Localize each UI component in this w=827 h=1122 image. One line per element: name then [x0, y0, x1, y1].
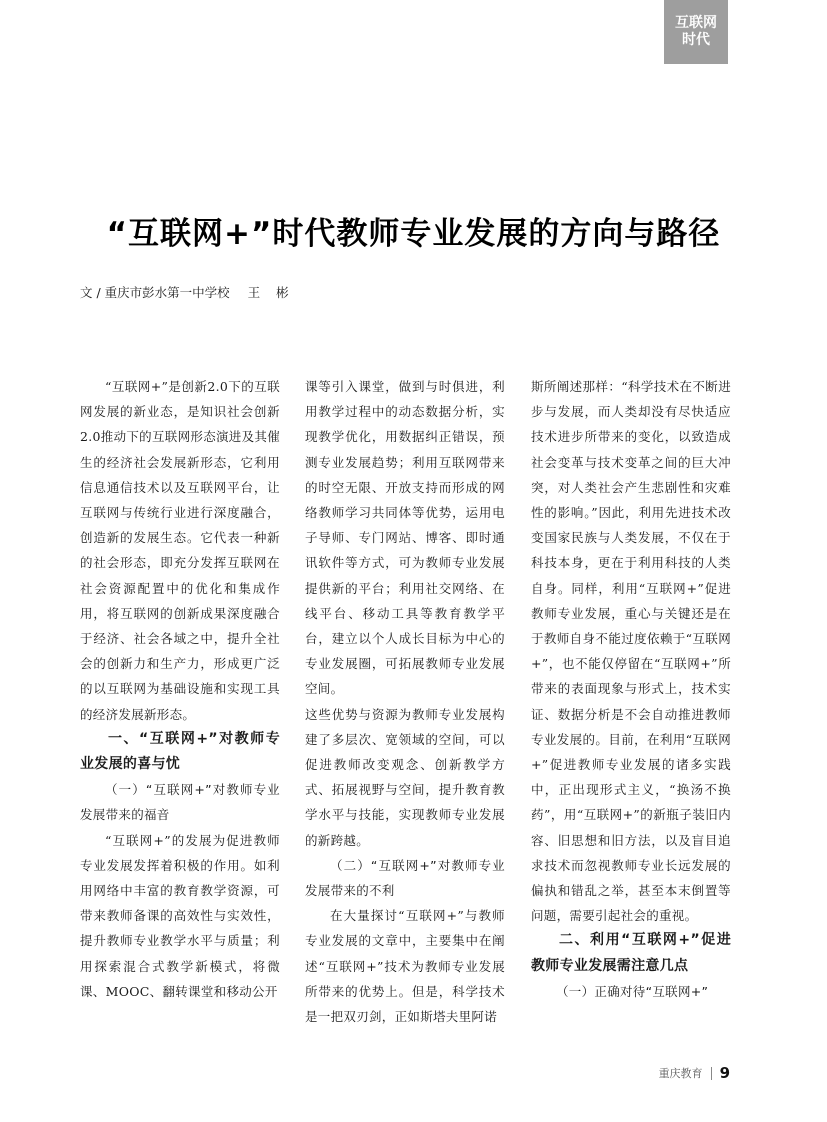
paragraph: 这些优势与资源为教师专业发展构建了多层次、宽领域的空间，可以促进教师改变观念、创新教学方式、拓展视野与空间，提升教育教学水平与技能，实现教师专业发展的新跨越。 — [305, 706, 505, 848]
paragraph: “互联网+”的发展为促进教师专业发展发挥着积极的作用。如利用网络中丰富的教育教学资源，可带来教师备课的高效性与实效性，提升教师专业教学水平与质量；利用探索混合式教学新模式，将微课、MOOC、翻转课堂和移动公开 — [80, 832, 280, 999]
page-footer — [659, 1064, 730, 1082]
section-heading: 二、利用“互联网+”促进教师专业发展需注意几点 — [531, 932, 731, 974]
byline-affiliation: 文 / 重庆市彭水第一中学校 — [80, 285, 230, 300]
journal-name: 重庆教育 — [658, 1067, 703, 1080]
paragraph: 在大量探讨“互联网+”与教师专业发展的文章中，主要集中在阐述“互联网+”技术为教师专业发展所带来的优势上。但是，科学技术是一把双刃剑，正如斯塔夫里阿诺 — [305, 908, 505, 1025]
section-tab — [664, 0, 728, 64]
paragraph: 斯所阐述那样：“科学技术在不断进步与发展，而人类却没有尽快适应技术进步所带来的变化，以致造成社会变革与技术变革之间的巨大冲突，对人类社会产生悲剧性和灾难性的影响。”因此，利用先进技术改变国家民族与人类发展，不仅在于科技本身，更在于利用科技的人类自身。同样，利用“互联网+”促进教师专业发展，重心与关键还是在于教师自身不能过度依赖于“互联网+”，也不能仅停留在“互联网+”所带来的表面现象与形式上，技术实证、数据分析是不会自动推进教师专业发展的。目前，在利用“互联网+”促进教师专业发展的诸多实践中，正出现形式主义，“换汤不换药”，用“互联网+”的新瓶子装旧内容、旧思想和旧方法，以及盲目追求技术而忽视教师专业长远发展的偏执和错乱之举，甚至本末倒置等问题，需要引起社会的重视。 — [531, 379, 731, 924]
section-tab-line1: 互联网 — [675, 15, 717, 31]
paragraph: 课等引入课堂，做到与时俱进，利用教学过程中的动态数据分析，实现教学优化，用数据纠正错误，预测专业发展趋势；利用互联网带来的时空无限、开放支持而形成的网络教师学习共同体等优势，运用电子导师、专门网站、博客、即时通讯软件等方式，可为教师专业发展提供新的平台；利用社交网络、在线平台、移动工具等教育教学平台，建立以个人成长目标为中心的专业发展圈，可拓展教师专业发展空间。 — [305, 379, 505, 697]
text-column-2 — [305, 374, 505, 1029]
subsection-heading: （一）“互联网+”对教师专业发展带来的福音 — [80, 782, 280, 823]
text-column-3 — [531, 374, 731, 1004]
subsection-heading: （一）正确对待“互联网+” — [556, 983, 709, 999]
text-column-1 — [80, 374, 280, 1004]
paragraph: “互联网+”是创新2.0下的互联网发展的新业态，是知识社会创新2.0推动下的互联网形态演进及其催生的经济社会发展新形态，它利用信息通信技术以及互联网平台，让互联网与传统行业进行深度融合，创造新的发展生态。它代表一种新的社会形态，即充分发挥互联网在社会资源配置中的优化和集成作用，将互联网的创新成果深度融合于经济、社会各域之中，提升全社会的创新力和生产力，形成更广泛的以互联网为基础设施和实现工具的经济发展新形态。 — [80, 379, 280, 722]
section-tab-line2: 时代 — [682, 32, 710, 48]
subsection-heading: （二）“互联网+”对教师专业发展带来的不利 — [305, 857, 505, 899]
section-heading: 一、“互联网+”对教师专业发展的喜与忧 — [80, 730, 280, 773]
page-number: 9 — [719, 1064, 730, 1082]
article-title: “互联网+”时代教师专业发展的方向与路径 — [106, 216, 721, 252]
footer-divider — [711, 1067, 712, 1080]
byline — [80, 283, 295, 301]
author-name: 王 彬 — [247, 285, 295, 300]
